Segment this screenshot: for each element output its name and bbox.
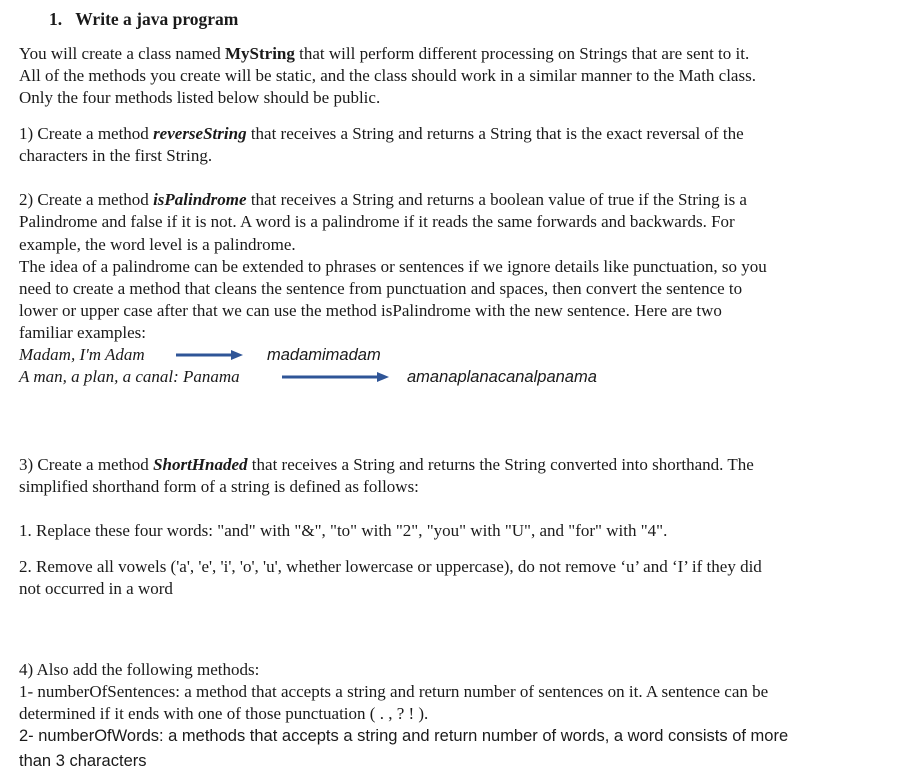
- item3-rule-2-line-2: not occurred in a word: [19, 579, 173, 598]
- method-reverse-string: reverseString: [153, 124, 247, 143]
- item2-line-5: need to create a method that cleans the sentence from punctuation and spaces, then convert the sentence to: [19, 279, 743, 298]
- method-short-hnaded: ShortHnaded: [153, 455, 248, 474]
- intro-line-3: Only the four methods listed below should be public.: [19, 88, 381, 107]
- item2-line-3: example, the word level is a palindrome.: [19, 235, 296, 254]
- item4-method-1-line-1: 1- numberOfSentences: a method that accepts a string and return number of sentences on it. A sentence can be: [19, 682, 769, 701]
- example-1-arrow-icon: [175, 348, 245, 362]
- example-2-output: amanaplanacanalpanama: [407, 368, 597, 386]
- item2-line-7: familiar examples:: [19, 323, 146, 342]
- task-heading: [49, 8, 238, 30]
- item1-line-1: 1) Create a method reverseString that receives a String and returns a String that is the exact reversal of the: [19, 124, 744, 143]
- item1-line-2: characters in the first String.: [19, 146, 213, 165]
- example-2-arrow-icon: [281, 370, 391, 384]
- item3-line-2: simplified shorthand form of a string is defined as follows:: [19, 477, 419, 496]
- item4-method-2-line-2: than 3 characters: [19, 752, 147, 770]
- item3-rule-2-line-1: 2. Remove all vowels ('a', 'e', 'i', 'o', 'u', whether lowercase or uppercase), do not remove ‘u’ and ‘I’ if they did: [19, 557, 762, 576]
- item4-line-1: 4) Also add the following methods:: [19, 660, 260, 679]
- task-title: Write a java program: [75, 9, 239, 29]
- item2-line-4: The idea of a palindrome can be extended to phrases or sentences if we ignore details like punctuation, so you: [19, 257, 767, 276]
- intro-line-2: All of the methods you create will be static, and the class should work in a similar manner to the Math class.: [19, 66, 756, 85]
- item2-line-2: Palindrome and false if it is not. A word is a palindrome if it reads the same forwards and backwards. For: [19, 212, 735, 231]
- example-1-output: madamimadam: [267, 346, 381, 364]
- example-2-input: A man, a plan, a canal: Panama: [19, 367, 240, 386]
- item4-method-2-line-1: 2- numberOfWords: a methods that accepts a string and return number of words, a word consists of more: [19, 727, 789, 745]
- item3-line-1: 3) Create a method ShortHnaded that receives a String and returns the String converted into shorthand. The: [19, 455, 754, 474]
- item4-method-1-line-2: determined if it ends with one of those punctuation ( . , ? ! ).: [19, 704, 429, 723]
- item2-line-1: 2) Create a method isPalindrome that receives a String and returns a boolean value of true if the String is a: [19, 190, 747, 209]
- class-name: MyString: [225, 44, 295, 63]
- task-number: 1.: [49, 9, 63, 29]
- example-1-input: Madam, I'm Adam: [19, 345, 145, 364]
- item2-line-6: lower or upper case after that we can use the method isPalindrome with the new sentence. Here are two: [19, 301, 722, 320]
- item3-rule-1: 1. Replace these four words: "and" with "&", "to" with "2", "you" with "U", and "for" with "4".: [19, 521, 668, 540]
- intro-line-1: You will create a class named MyString that will perform different processing on Strings that are sent to it.: [19, 44, 750, 63]
- method-is-palindrome: isPalindrome: [153, 190, 247, 209]
